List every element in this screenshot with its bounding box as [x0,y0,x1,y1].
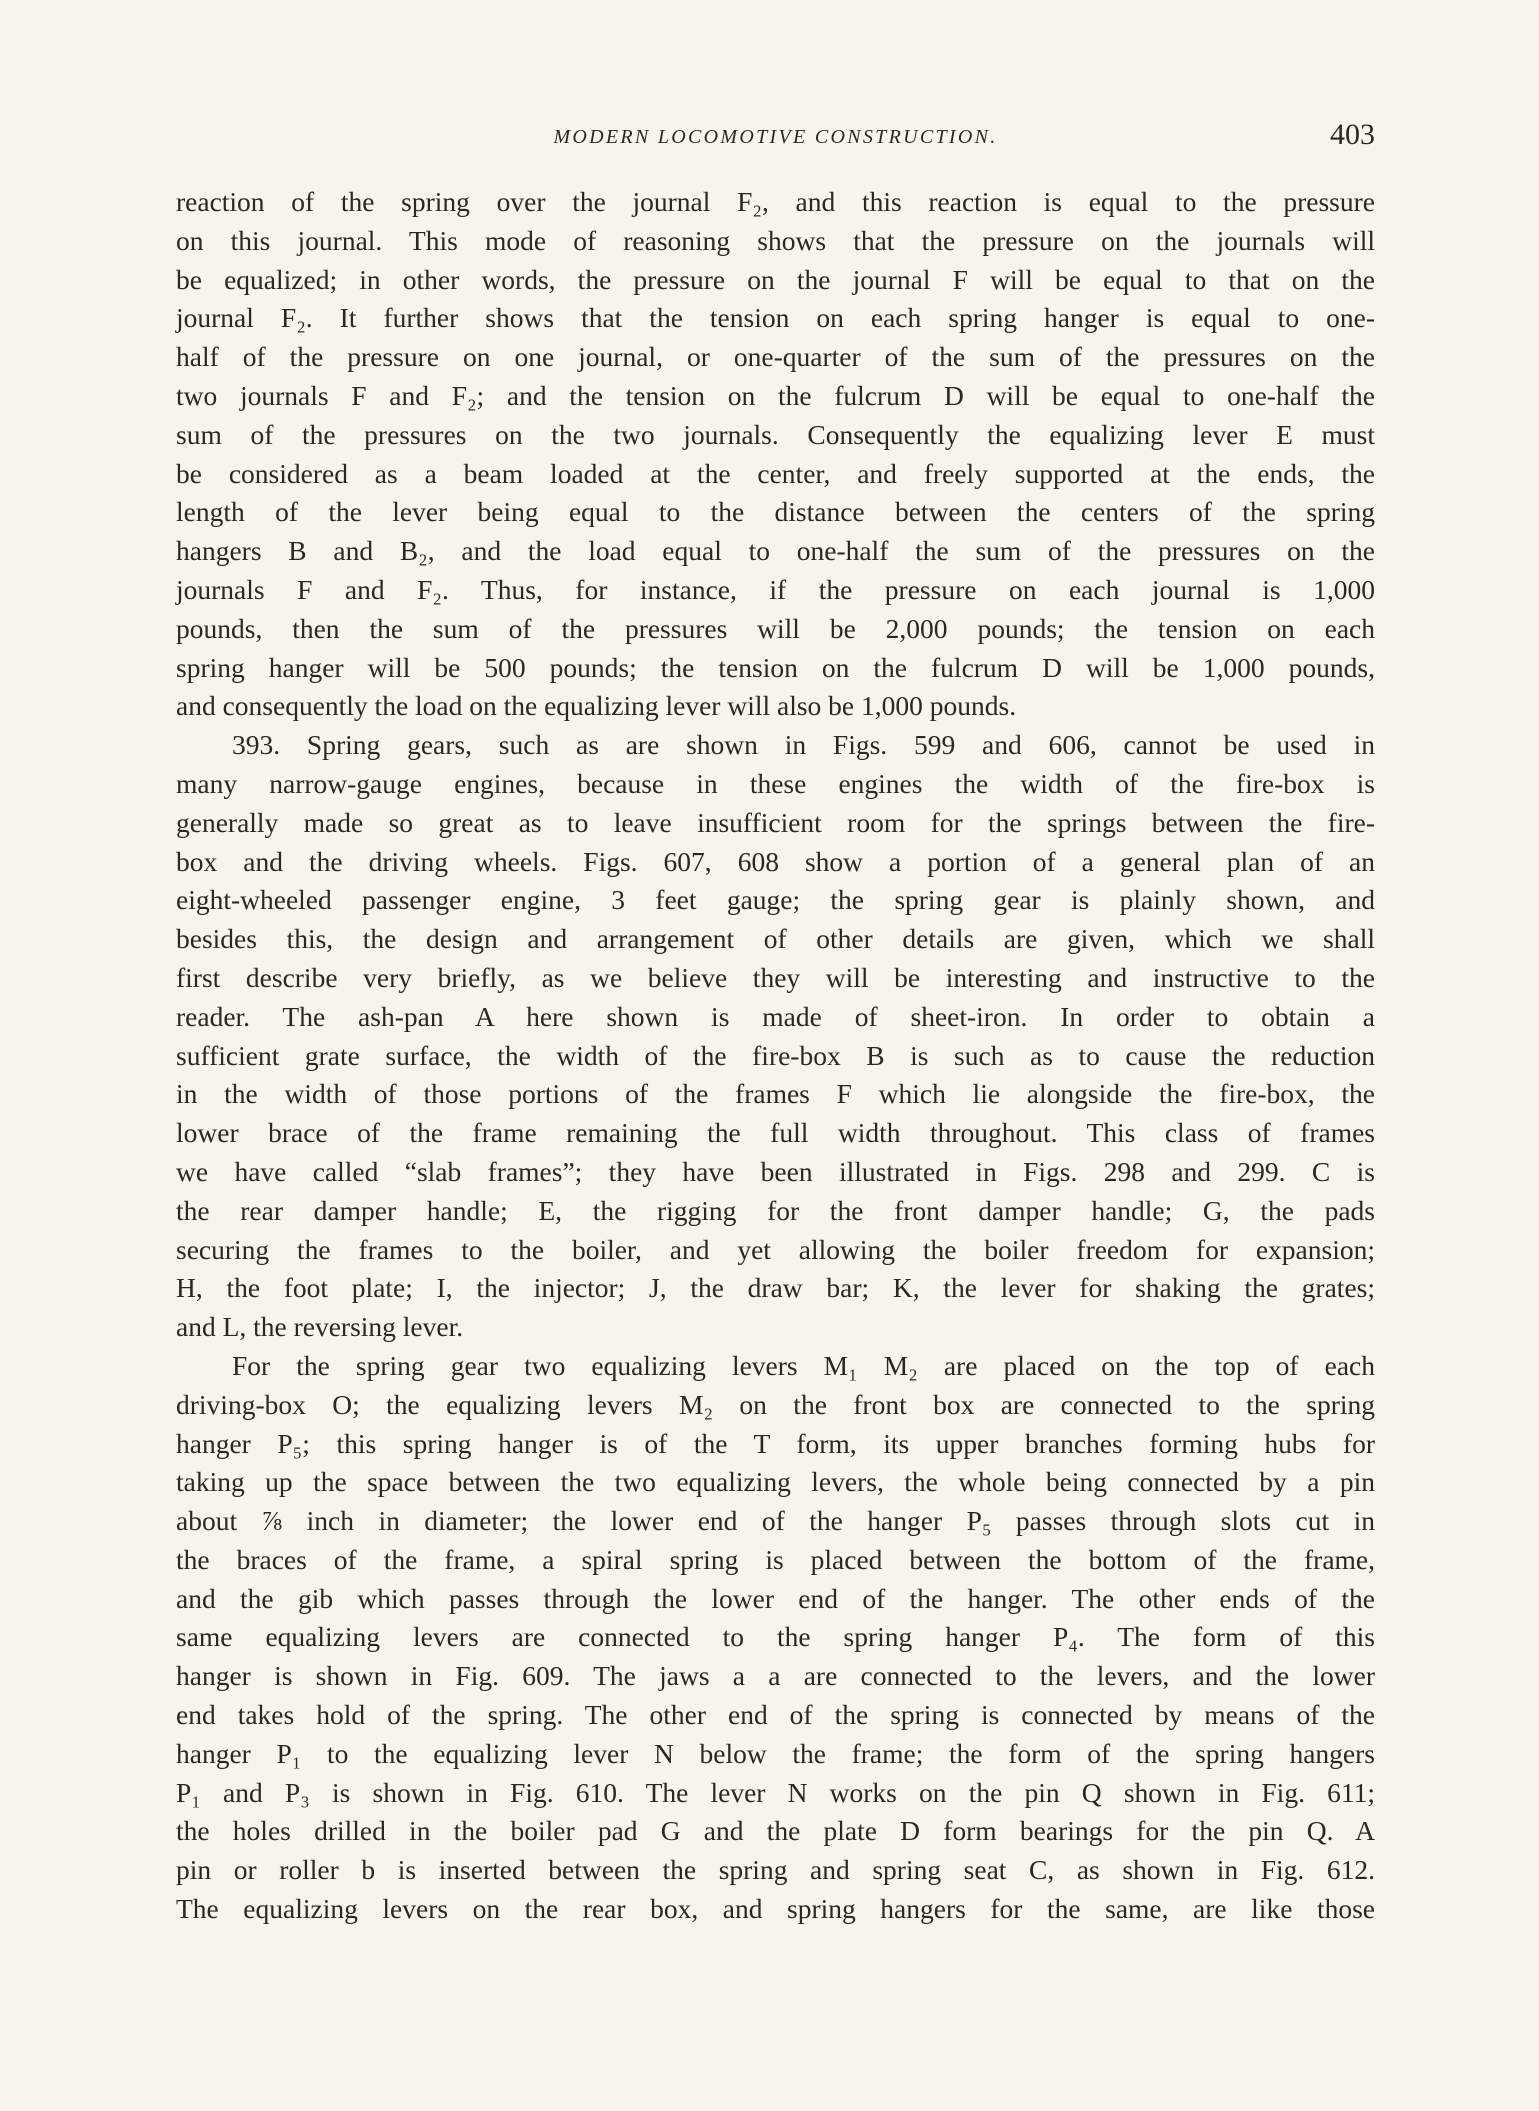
text-line: in the width of those portions of the frames F which lie alongside the fire-box, the [176,1078,1375,1110]
text-line: the braces of the frame, a spiral spring is placed between the bottom of the frame, [176,1543,1375,1575]
text-line: sum of the pressures on the two journals. Consequently the equalizing lever E must [176,418,1375,450]
text-line: securing the frames to the boiler, and yet allowing the boiler freedom for expansion; [176,1233,1375,1265]
text-line: and the gib which passes through the lower end of the hanger. The other ends of the [176,1582,1375,1614]
text-line: the holes drilled in the boiler pad G and the plate D form bearings for the pin Q. A [176,1815,1375,1847]
text-line: driving-box O; the equalizing levers M₂ on the front box are connected to the spring [176,1388,1375,1420]
paragraph-first-line: 393. Spring gears, such as are shown in Figs. 599 and 606, cannot be used in [232,729,1375,761]
page-number: 403 [1330,118,1375,151]
text-line: many narrow-gauge engines, because in these engines the width of the fire-box is [176,767,1375,799]
text-line: eight-wheeled passenger engine, 3 feet gauge; the spring gear is plainly shown, and [176,884,1375,916]
text-line: journals F and F₂. Thus, for instance, if the pressure on each journal is 1,000 [176,573,1375,605]
text-line: same equalizing levers are connected to the spring hanger P₄. The form of this [176,1621,1375,1653]
text-line: spring hanger will be 500 pounds; the tension on the fulcrum D will be 1,000 pounds, [176,651,1375,683]
text-line: hanger P₅; this spring hanger is of the T form, its upper branches forming hubs for [176,1427,1375,1459]
text-line: hangers B and B₂, and the load equal to one-half the sum of the pressures on the [176,535,1375,567]
text-line: we have called “slab frames”; they have been illustrated in Figs. 298 and 299. C is [176,1155,1375,1187]
text-line: pounds, then the sum of the pressures will be 2,000 pounds; the tension on each [176,612,1375,644]
text-line: reader. The ash-pan A here shown is made of sheet-iron. In order to obtain a [176,1000,1375,1032]
text-line: half of the pressure on one journal, or one-quarter of the sum of the pressures on the [176,341,1375,373]
text-line: and L, the reversing lever. [176,1311,464,1343]
text-line: hanger is shown in Fig. 609. The jaws a a are connected to the levers, and the lower [176,1660,1375,1692]
text-line: on this journal. This mode of reasoning shows that the pressure on the journals will [176,224,1375,256]
text-line: about ⅞ inch in diameter; the lower end of the hanger P₅ passes through slots cut in [176,1505,1375,1537]
text-line: be equalized; in other words, the pressure on the journal F will be equal to that on the [176,263,1375,295]
text-line: H, the foot plate; I, the injector; J, the draw bar; K, the lever for shaking the grates; [176,1272,1375,1304]
text-line: be considered as a beam loaded at the center, and freely supported at the ends, the [176,457,1375,489]
text-line: reaction of the spring over the journal F₂, and this reaction is equal to the pressure [176,186,1375,217]
text-line: length of the lever being equal to the distance between the centers of the spring [176,496,1375,528]
text-line: besides this, the design and arrangement of other details are given, which we shall [176,923,1375,955]
text-line: first describe very briefly, as we believe they will be interesting and instructive to the [176,961,1375,993]
text-line: journal F₂. It further shows that the tension on each spring hanger is equal to one- [176,302,1375,334]
text-line: pin or roller b is inserted between the spring and spring seat C, as shown in Fig. 612. [176,1854,1375,1886]
text-line: two journals F and F₂; and the tension on the fulcrum D will be equal to one-half the [176,379,1375,411]
text-line: generally made so great as to leave insufficient room for the springs between the fire- [176,806,1375,838]
running-title: MODERN LOCOMOTIVE CONSTRUCTION. [553,126,998,148]
text-line: sufficient grate surface, the width of the fire-box B is such as to cause the reduction [176,1039,1375,1071]
body-text [176,183,1375,1929]
text-line: and consequently the load on the equalizing lever will also be 1,000 pounds. [176,690,1017,722]
text-line: end takes hold of the spring. The other end of the spring is connected by means of the [176,1699,1375,1731]
text-line: P₁ and P₃ is shown in Fig. 610. The lever N works on the pin Q shown in Fig. 611; [176,1776,1375,1808]
page-header [176,116,1375,156]
text-line: The equalizing levers on the rear box, and spring hangers for the same, are like those [176,1893,1375,1925]
text-line: taking up the space between the two equalizing levers, the whole being connected by a pin [176,1466,1375,1498]
text-line: lower brace of the frame remaining the full width throughout. This class of frames [176,1117,1375,1149]
text-line: the rear damper handle; E, the rigging for the front damper handle; G, the pads [176,1194,1375,1226]
paragraph-first-line: For the spring gear two equalizing levers M₁ M₂ are placed on the top of each [232,1349,1375,1381]
text-line: hanger P₁ to the equalizing lever N below the frame; the form of the spring hangers [176,1737,1375,1769]
text-line: box and the driving wheels. Figs. 607, 608 show a portion of a general plan of an [176,845,1375,877]
